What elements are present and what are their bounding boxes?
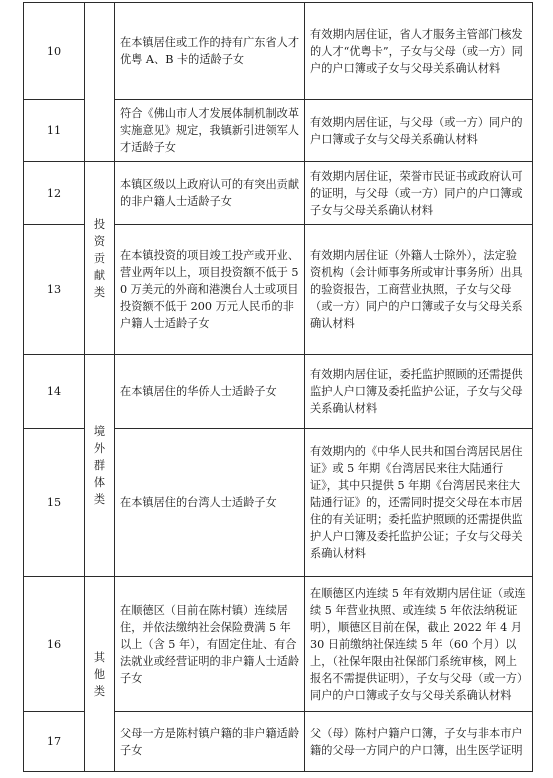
eligibility-condition: 在本镇居住的华侨人士适龄子女 (115, 355, 305, 429)
eligibility-condition: 符合《佛山市人才发展体制机制改革实施意见》规定，我镇新引进领军人才适龄子女 (115, 100, 305, 162)
category-cell-empty (85, 3, 115, 162)
row-number: 13 (24, 225, 85, 355)
table-row (24, 577, 533, 712)
row-number: 14 (24, 355, 85, 429)
eligibility-condition: 在本镇投资的项目竣工投产或开业、营业两年以上，项目投资额不低于 50 万美元的外商和港澳台人士或项目投资额不低于 200 万元人民币的非户籍人士适龄子女 (115, 225, 305, 355)
row-number: 12 (24, 162, 85, 225)
eligibility-condition: 本镇区级以上政府认可的有突出贡献的非户籍人士适龄子女 (115, 162, 305, 225)
required-materials: 有效期内居住证（外籍人士除外），法定验资机构（会计师事务所或审计事务所）出具的验资报告，工商营业执照，子女与父母（或一方）同户的户口簿或子女与父母关系确认材料 (305, 225, 533, 355)
row-number: 11 (24, 100, 85, 162)
required-materials: 有效期内居住证，委托监护照顾的还需提供监护人户口簿及委托监护公证，子女与父母关系确认材料 (305, 355, 533, 429)
eligibility-condition: 父母一方是陈村镇户籍的非户籍适龄子女 (115, 712, 305, 772)
row-number: 10 (24, 3, 85, 100)
required-materials: 在顺德区内连续 5 年有效期内居住证（或连续 5 年营业执照、或连续 5 年依法纳税证明），顺德区目前在保，截止 2022 年 4 月 30 日前缴纳社保连续 5 年（60 个月）以上，（社保年限由社保部门系统审核，网上报名不需提供证明），子女与父母（或一方）同户的户口簿或子女与父母关系确认材料 (305, 577, 533, 712)
required-materials: 父（母）陈村户籍户口簿，子女与非本市户籍的父母一方同户的户口簿，出生医学证明 (305, 712, 533, 772)
eligibility-condition: 在本镇居住或工作的持有广东省人才优粤 A、B 卡的适龄子女 (115, 3, 305, 100)
row-number: 15 (24, 429, 85, 577)
eligibility-condition: 在本镇居住的台湾人士适龄子女 (115, 429, 305, 577)
table-row (24, 355, 533, 429)
table-row (24, 3, 533, 100)
enrollment-criteria-table (23, 2, 533, 772)
row-number: 16 (24, 577, 85, 712)
required-materials: 有效期内居住证，与父母（或一方）同户的户口簿或子女与父母关系确认材料 (305, 100, 533, 162)
category-other: 其他类 (85, 577, 115, 772)
category-overseas: 境外群体类 (85, 355, 115, 577)
row-number: 17 (24, 712, 85, 772)
eligibility-condition: 在顺德区（目前在陈村镇）连续居住，并依法缴纳社会保险费满 5 年以上（含 5 年），有固定住址、有合法就业或经营证明的非户籍人士适龄子女 (115, 577, 305, 712)
required-materials: 有效期内居住证，省人才服务主管部门核发的人才“优粤卡”，子女与父母（或一方）同户的户口簿或子女与父母关系确认材料 (305, 3, 533, 100)
category-investment: 投资贡献类 (85, 162, 115, 355)
required-materials: 有效期内居住证，荣誉市民证书或政府认可的证明，与父母（或一方）同户的户口簿或子女与父母关系确认材料 (305, 162, 533, 225)
table-row (24, 162, 533, 225)
required-materials: 有效期内的《中华人民共和国台湾居民居住证》或 5 年期《台湾居民来往大陆通行证》，其中只提供 5 年期《台湾居民来往大陆通行证》的，还需同时提交父母在本市居住的有关证明；委托监护照顾的还需提供监护人户口簿及委托监护公证；子女与父母关系确认材料 (305, 429, 533, 577)
